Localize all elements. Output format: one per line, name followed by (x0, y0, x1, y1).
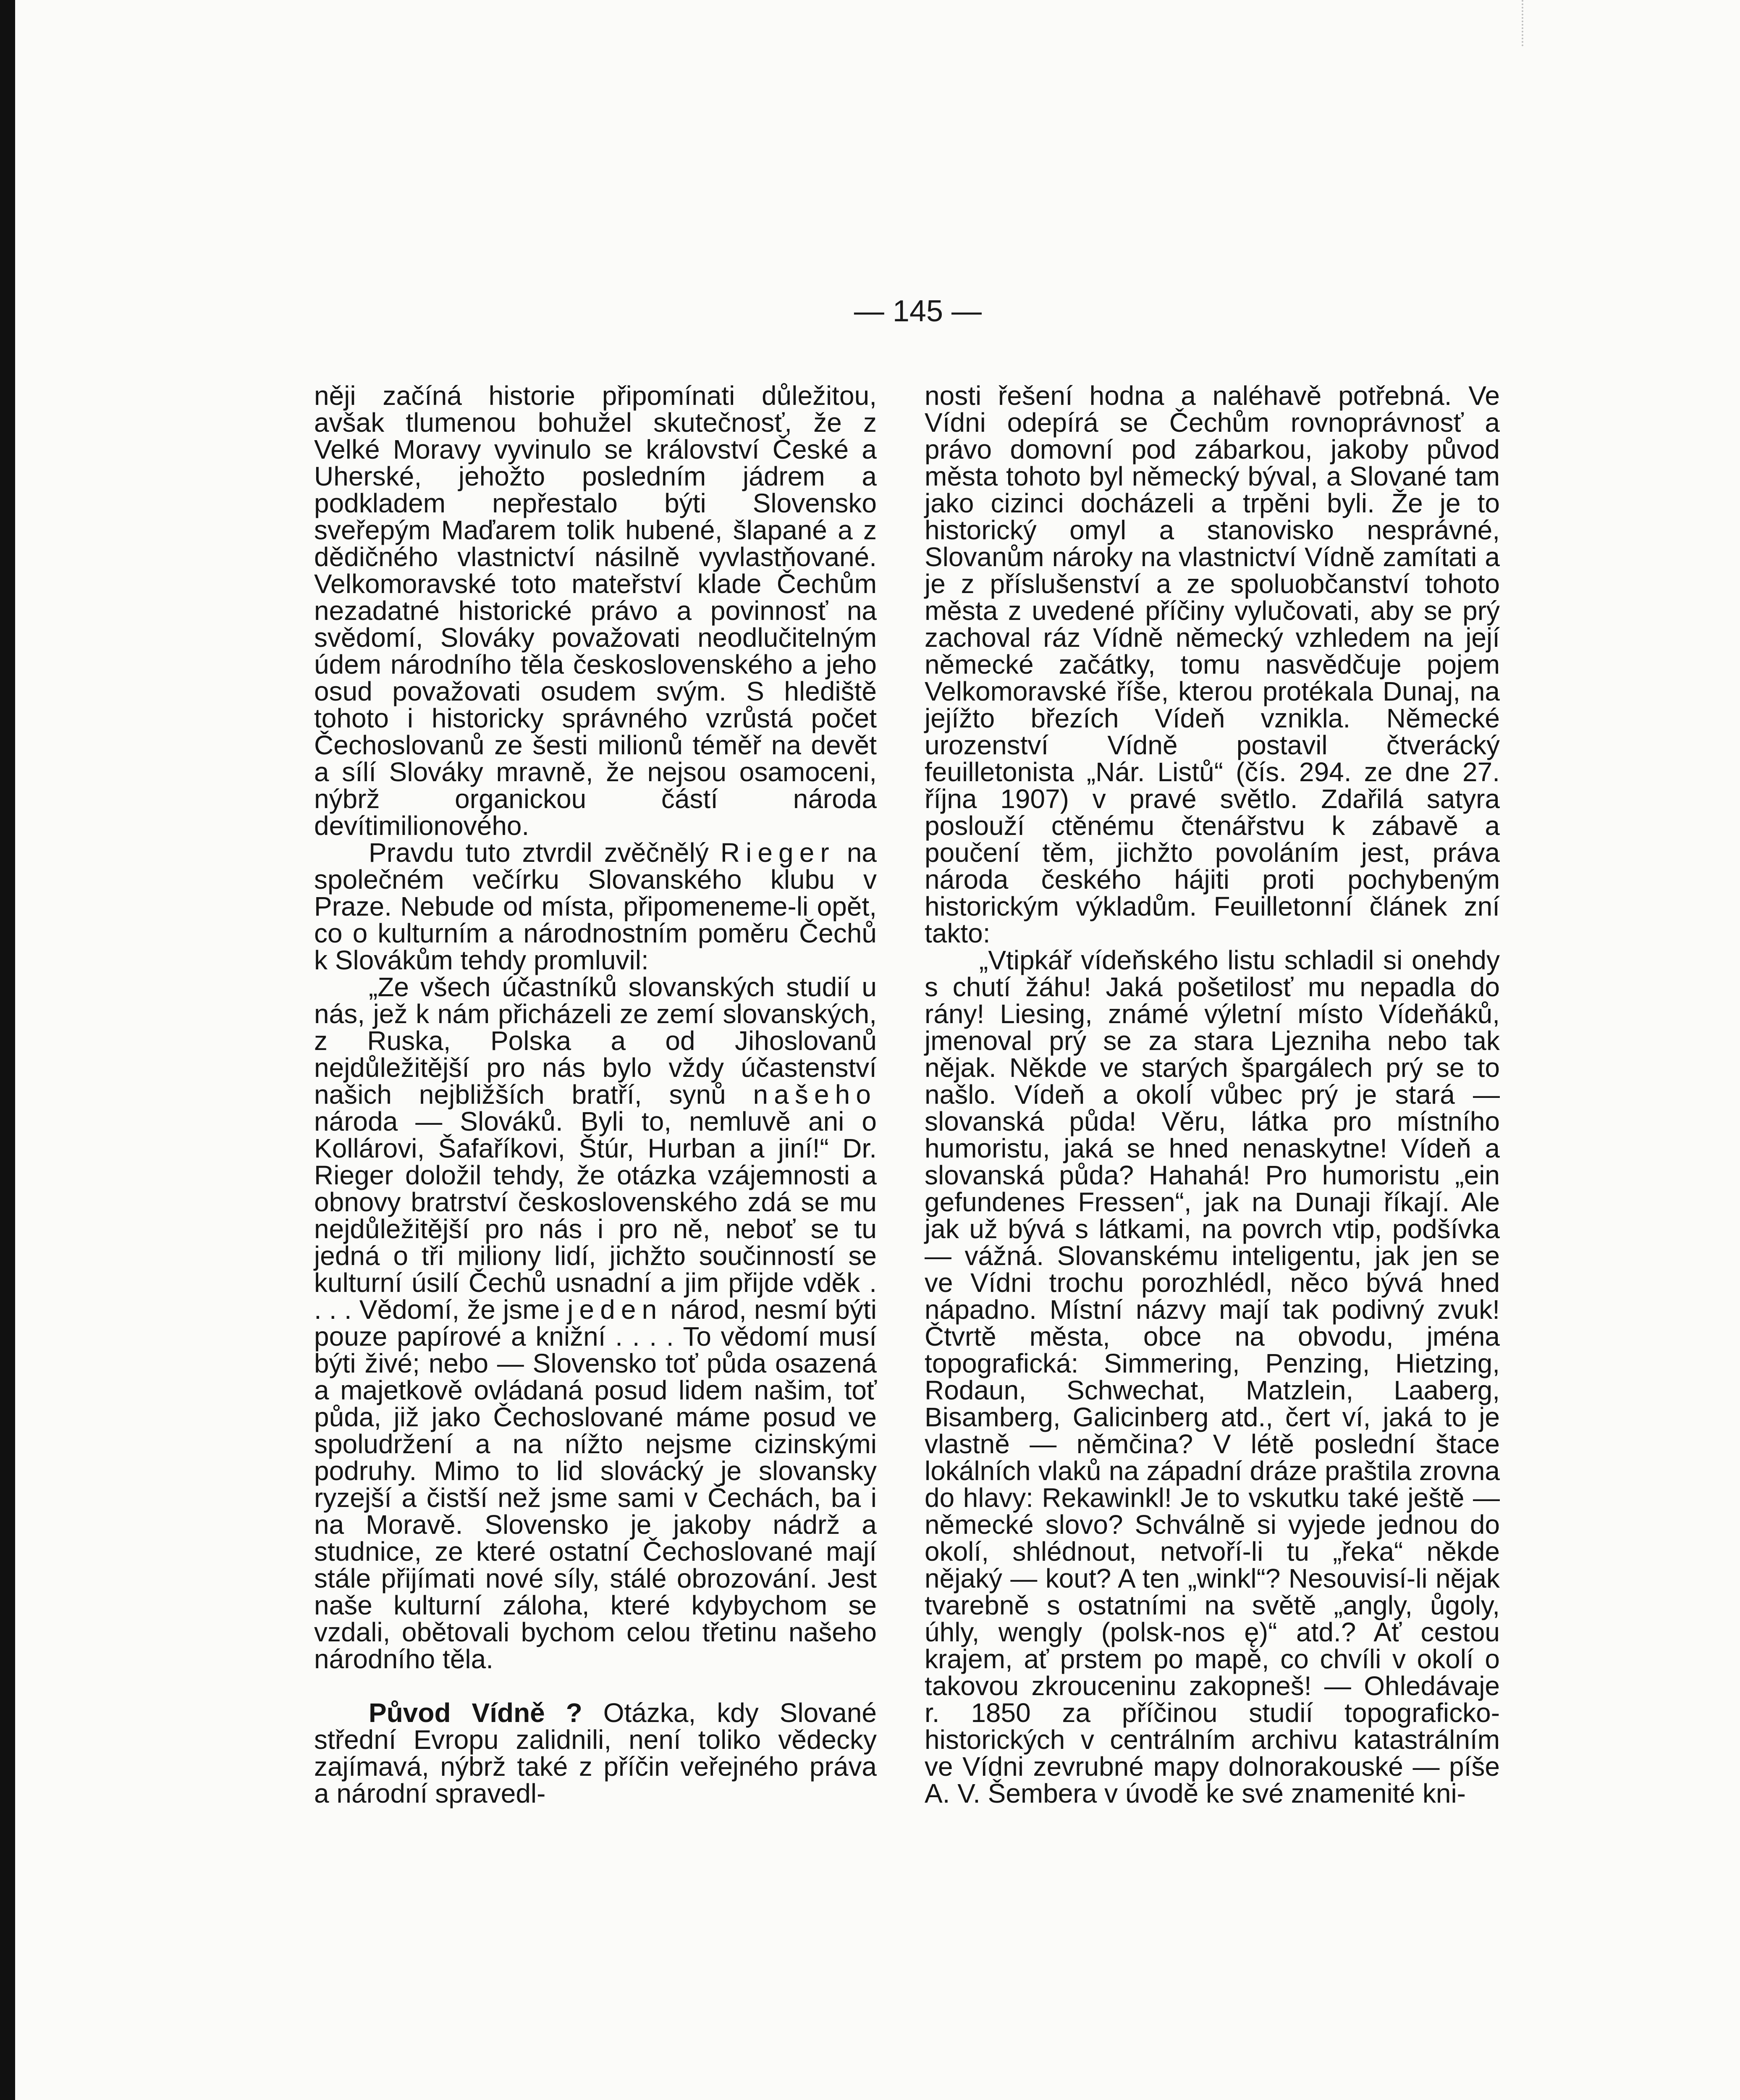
quote-text-c: národ, nesmí býti pouze papírové a knižní . . . . To vědomí musí býti živé; nebo — Slovensko toť půda osazená a majetkově ovládaná posud lidem našim, toť půda, již jako Čechoslované máme posud ve spoludržení a na nížto nejsme cizinskými podruhy. Mimo to lid slovácký je slovansky ryzejší a čistší než jsme sami v Čechách, ba i na Moravě. Slovensko je jakoby nádrž a studnice, ze které ostatní Čechoslované mají stále přijímati nové síly, stálé obrozování. Jest naše kulturní záloha, které kdybychom se vzdali, obětovali bychom celou třetinu našeho národního těla. (314, 1294, 877, 1674)
crop-mark (1522, 0, 1525, 46)
paragraph-great-moravia: něji začíná historie připomínati důležitou, avšak tlumenou bohužel skutečnosť, že z Velké Moravy vyvinulo se království České a Uherské, jehožto posledním jádrem a podkladem nepřestalo býti Slovensko sveřepým Maďarem tolik hubené, šlapané a z dědičného vlastnictví násilně vyvlastňované. Velkomoravské toto mateřství klade Čechům nezadatné historické právo a povinnosť na svědomí, Slováky považovati neodlučitelným údem národního těla československého a jeho osud považovati osudem svým. S hlediště tohoto i historicky správného vzrůstá počet Čechoslovanů ze šesti milionů téměř na devět a sílí Slováky mravně, že nejsou osamoceni, nýbrž organickou částí národa devítimilionového. (314, 381, 877, 841)
quote-spaced-word-jeden: jeden (567, 1294, 663, 1325)
quote-spaced-word-naseho: našeho (753, 1079, 877, 1110)
paragraph-origin-of-vienna (314, 1699, 877, 1807)
quote-text-a: „Ze všech účastníků slovanských studií u nás, jež k nám přicházeli ze zemí slovanských, z Ruska, Polska a od Jihoslovanů nejdůležitější pro nás bylo vždy účastenství našich nejbližších bratří, synů (314, 972, 877, 1110)
section-heading-puvod-vidne: Původ Vídně ? (369, 1698, 582, 1728)
left-column (314, 382, 877, 1807)
paragraph-rieger-text-a: Pravdu tuto ztvrdil zvěčnělý (369, 837, 721, 868)
book-page (15, 0, 1740, 2100)
section-text-origin: Otázka, kdy Slované střední Evropu zalidnili, není toliko vědecky zajímavá, nýbrž také z příčin veřejného práva a národní spravedl- (314, 1698, 877, 1809)
quote-text-b: národa — Slováků. Byli to, nemluvě ani o Kollárovi, Šafaříkovi, Štúr, Hurban a jiní!“ Dr. Rieger doložil tehdy, že otázka vzájemnosti a obnovy bratrství československého zdá se mu nejdůležitější pro nás i pro ně, neboť se tu jedná o tři miliony lidí, jichžto součinností se kulturní úsilí Čechů usnadní a jim přijde vděk . . . . Vědomí, že jsme (314, 1106, 877, 1325)
paragraph-rieger-text-b: na společném večírku Slovanského klubu v Praze. Nebude od místa, připomeneme-li opět, co o kulturním a národnostním poměru Čechů k Slovákům tehdy promluvil: (314, 837, 877, 975)
paragraph-rieger (314, 839, 877, 974)
name-rieger: Rieger (720, 837, 835, 868)
paragraph-feuilleton-quote: „Vtipkář vídeňského listu schladil si onehdy s chutí žáhu! Jaká pošetilosť mu nepadla do rány! Liesing, známé výletní místo Vídeňáků, jmenoval prý se za stara Ljezniha nebo tak nějak. Někde ve starých špargálech prý se to našlo. Vídeň a okolí vůbec prý je stará — slovanská půda! Věru, látka pro místního humoristu, jaká se hned nenaskytne! Vídeň a slovanská půda? Hahahá! Pro humoristu „ein gefundenes Fressen“, jak na Dunaji říkají. Ale jak už bývá s látkami, na povrch vtip, podšívka — vážná. Slovanskému inteligentu, jak jen se ve Vídni trochu porozhlédl, něco bývá hned nápadno. Místní názvy mají tak podivný zvuk! Čtvrtě města, obce na obvodu, jména topografická: Simmering, Penzing, Hietzing, Rodaun, Schwechat, Matzlein, Laaberg, Bisamberg, Galicinberg atd., čert ví, jaká to je vlastně — němčina? V létě poslední štace lokálních vlaků na západní dráze praštila zrovna do hlavy: Rekawinkl! Je to vskutku také ještě — německé slovo? Schválně si vyjede jednou do okolí, shlédnout, netvoří-li tu „řeka“ někde nějaký — kout? A ten „winkl“? Nesouvisí-li nějak tvarebně s ostatními na světě „angly, ůgoly, úhly, wengly (polsk-nos ę)“ atd.? Ať cestou krajem, ať prstem po mapě, co chvíli v okolí o takovou zkrouceninu zakopneš! — Ohledávaje r. 1850 za příčinou studií topograficko-historických v centrálním archivu katastrálním ve Vídni zevrubné mapy dolnorakouské — píše A. V. Šembera v úvodě ke své znamenité kni- (925, 945, 1500, 1809)
paragraph-rieger-quote (314, 974, 877, 1672)
right-column (925, 382, 1500, 1807)
page-number: — 145 — (854, 294, 982, 328)
paragraph-vienna-rights: nosti řešení hodna a naléhavě potřebná. Ve Vídni odepírá se Čechům rovnoprávnosť a právo domovní pod zábarkou, jakoby původ města tohoto byl německý býval, a Slované tam jako cizinci docházeli a trpěni byli. Že je to historický omyl a stanovisko nesprávné, Slovanům nároky na vlastnictví Vídně zamítati a je z příslušenství a ze spoluobčanství tohoto města z uvedené příčiny vylučovati, aby se prý zachoval ráz Vídně německý vzhledem na její německé začátky, tomu nasvědčuje pojem Velkomoravské říše, kterou protékala Dunaj, na jejížto březích Vídeň vznikla. Německé urozenství Vídně postavil čtverácký feuilletonista „Nár. Listů“ (čís. 294. ze dne 27. října 1907) v pravé světlo. Zdařilá satyra poslouží ctěnému čtenářstvu k zábavě a poučení těm, jichžto povoláním jest, práva národa českého hájiti proti pochybeným historickým výkladům. Feuilletonní článek zní takto: (925, 381, 1500, 948)
